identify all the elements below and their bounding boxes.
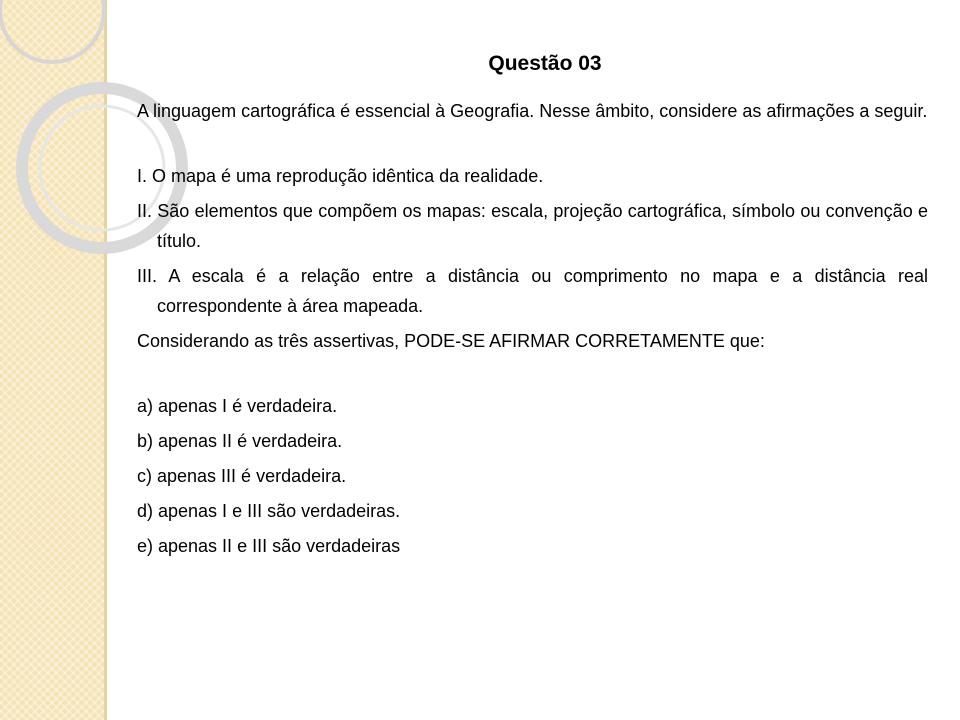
option-d: d) apenas I e III são verdadeiras. <box>137 501 401 521</box>
decorative-side-band <box>0 0 104 720</box>
intro-paragraph: A linguagem cartográfica é essencial à Geografia. Nesse âmbito, considere as afirmações a seguir. <box>137 101 928 121</box>
option-a: a) apenas I é verdadeira. <box>137 396 338 416</box>
option-b: b) apenas II é verdadeira. <box>137 431 343 451</box>
option-c: c) apenas III é verdadeira. <box>137 466 347 486</box>
statement-3: III. A escala é a relação entre a distância ou comprimento no mapa e a distância real correspondente à área mapeada. <box>137 266 928 316</box>
statement-1: I. O mapa é uma reprodução idêntica da realidade. <box>137 166 544 186</box>
question-prompt: Considerando as três assertivas, PODE-SE AFIRMAR CORRETAMENTE que: <box>137 331 765 351</box>
statement-2: II. São elementos que compõem os mapas: escala, projeção cartográfica, símbolo ou convenção e título. <box>137 201 928 251</box>
slide-title: Questão 03 <box>488 52 602 75</box>
side-band-border <box>104 0 107 720</box>
question-body <box>137 96 928 566</box>
option-e: e) apenas II e III são verdadeiras <box>137 536 401 556</box>
